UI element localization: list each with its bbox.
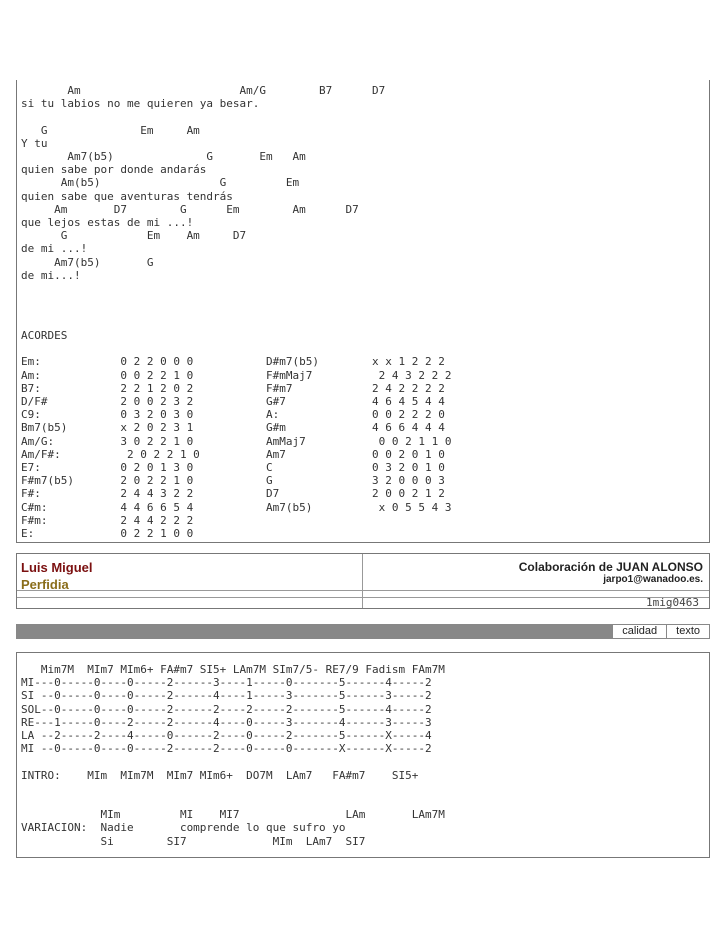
tab-line: MI --0-----0----0-----2------2----0-----0-------X------X-----2 (21, 742, 432, 756)
chord-line: F#: 2 4 4 3 2 2 D7 2 0 0 2 1 2 (21, 487, 445, 501)
lyric-line: si tu labios no me quieren ya besar. (21, 97, 260, 111)
lyric-line: G Em Am (21, 123, 200, 137)
chord-line: Am: 0 0 2 2 1 0 F#mMaj7 2 4 3 2 2 2 (21, 368, 452, 382)
song-code: 1mig0463 (646, 596, 699, 609)
lyric-line: de mi ...! (21, 242, 88, 256)
lyric-line: G Em Am D7 (21, 229, 247, 243)
lyrics-panel (16, 80, 710, 543)
lyric-line: Y tu (21, 136, 48, 150)
lyrics-text (21, 84, 709, 282)
tab-line: LA --2-----2----4-----0------2----0-----2-------5------X-----4 (21, 729, 432, 743)
lyric-line: que lejos estas de mi ...! (21, 216, 194, 230)
header-divider (362, 554, 363, 608)
chord-line: F#m7(b5) 2 0 2 2 1 0 G 3 2 0 0 0 3 (21, 474, 445, 488)
tablature-text (21, 663, 709, 848)
song-title[interactable]: Perfidia (21, 577, 69, 592)
chord-line: Am/G: 3 0 2 2 1 0 AmMaj7 0 0 2 1 1 0 (21, 434, 452, 448)
chord-line: ACORDES (21, 329, 68, 342)
chord-line: D/F# 2 0 0 2 3 2 G#7 4 6 4 5 4 4 (21, 395, 445, 409)
text-label: texto (666, 625, 709, 638)
lyric-line: quien sabe por donde andarás (21, 163, 207, 177)
lyric-line: Am(b5) G Em (21, 176, 300, 190)
lyric-line: de mi...! (21, 268, 81, 282)
artist-name[interactable]: Luis Miguel (21, 560, 93, 575)
header-rule (17, 590, 709, 591)
tab-line: MIm MI MI7 LAm LAm7M (21, 808, 445, 822)
tab-line: Mim7M MIm7 MIm6+ FA#m7 SI5+ LAm7M SIm7/5- RE7/9 Fadism FAm7M (21, 663, 445, 676)
chord-chart (21, 329, 451, 540)
chord-line: Em: 0 2 2 0 0 0 D#m7(b5) x x 1 2 2 2 (21, 355, 445, 369)
tab-line: RE---1-----0----2-----2------4----0-----3-------4------3-----3 (21, 715, 432, 729)
chord-line: C9: 0 3 2 0 3 0 A: 0 0 2 2 2 0 (21, 408, 445, 422)
lyric-line: quien sabe que aventuras tendrás (21, 189, 233, 203)
header-rule (17, 597, 709, 598)
song-header (16, 553, 710, 609)
chord-line: C#m: 4 4 6 6 5 4 Am7(b5) x 0 5 5 4 3 (21, 500, 452, 514)
rating-bar (16, 624, 710, 639)
tab-line: INTRO: MIm MIm7M MIm7 MIm6+ DO7M LAm7 FA#m7 SI5+ (21, 768, 419, 782)
tab-line: SI --0-----0----0-----2------4----1-----3-------5------3-----2 (21, 689, 432, 703)
chord-line: E: 0 2 2 1 0 0 (21, 527, 194, 541)
lyric-line: Am7(b5) G Em Am (21, 150, 306, 164)
tablature-panel (16, 652, 710, 858)
tab-line: MI---0-----0----0-----2------3----1-----0-------5------4-----2 (21, 676, 432, 690)
quality-label: calidad (622, 625, 658, 637)
lyric-line: Am Am/G B7 D7 (21, 84, 386, 97)
chord-line: Bm7(b5) x 2 0 2 3 1 G#m 4 6 6 4 4 4 (21, 421, 445, 435)
collaborator: Colaboración de JUAN ALONSO (518, 560, 703, 574)
collaborator-email[interactable]: jarpo1@wanadoo.es. (603, 574, 703, 585)
rating-cells (612, 624, 710, 639)
tab-line: SOL--0-----0----0-----2------2----2-----2-------5------4-----2 (21, 702, 432, 716)
lyric-line: Am D7 G Em Am D7 (21, 202, 359, 216)
chord-line: E7: 0 2 0 1 3 0 C 0 3 2 0 1 0 (21, 461, 445, 475)
chord-line: F#m: 2 4 4 2 2 2 (21, 513, 194, 527)
chord-line: B7: 2 2 1 2 0 2 F#m7 2 4 2 2 2 2 (21, 381, 445, 395)
tab-line: Si SI7 MIm LAm7 SI7 (21, 834, 366, 848)
tab-line: VARIACION: Nadie comprende lo que sufro yo (21, 821, 346, 835)
lyric-line: Am7(b5) G (21, 255, 154, 269)
chord-line: Am/F#: 2 0 2 2 1 0 Am7 0 0 2 0 1 0 (21, 447, 445, 461)
